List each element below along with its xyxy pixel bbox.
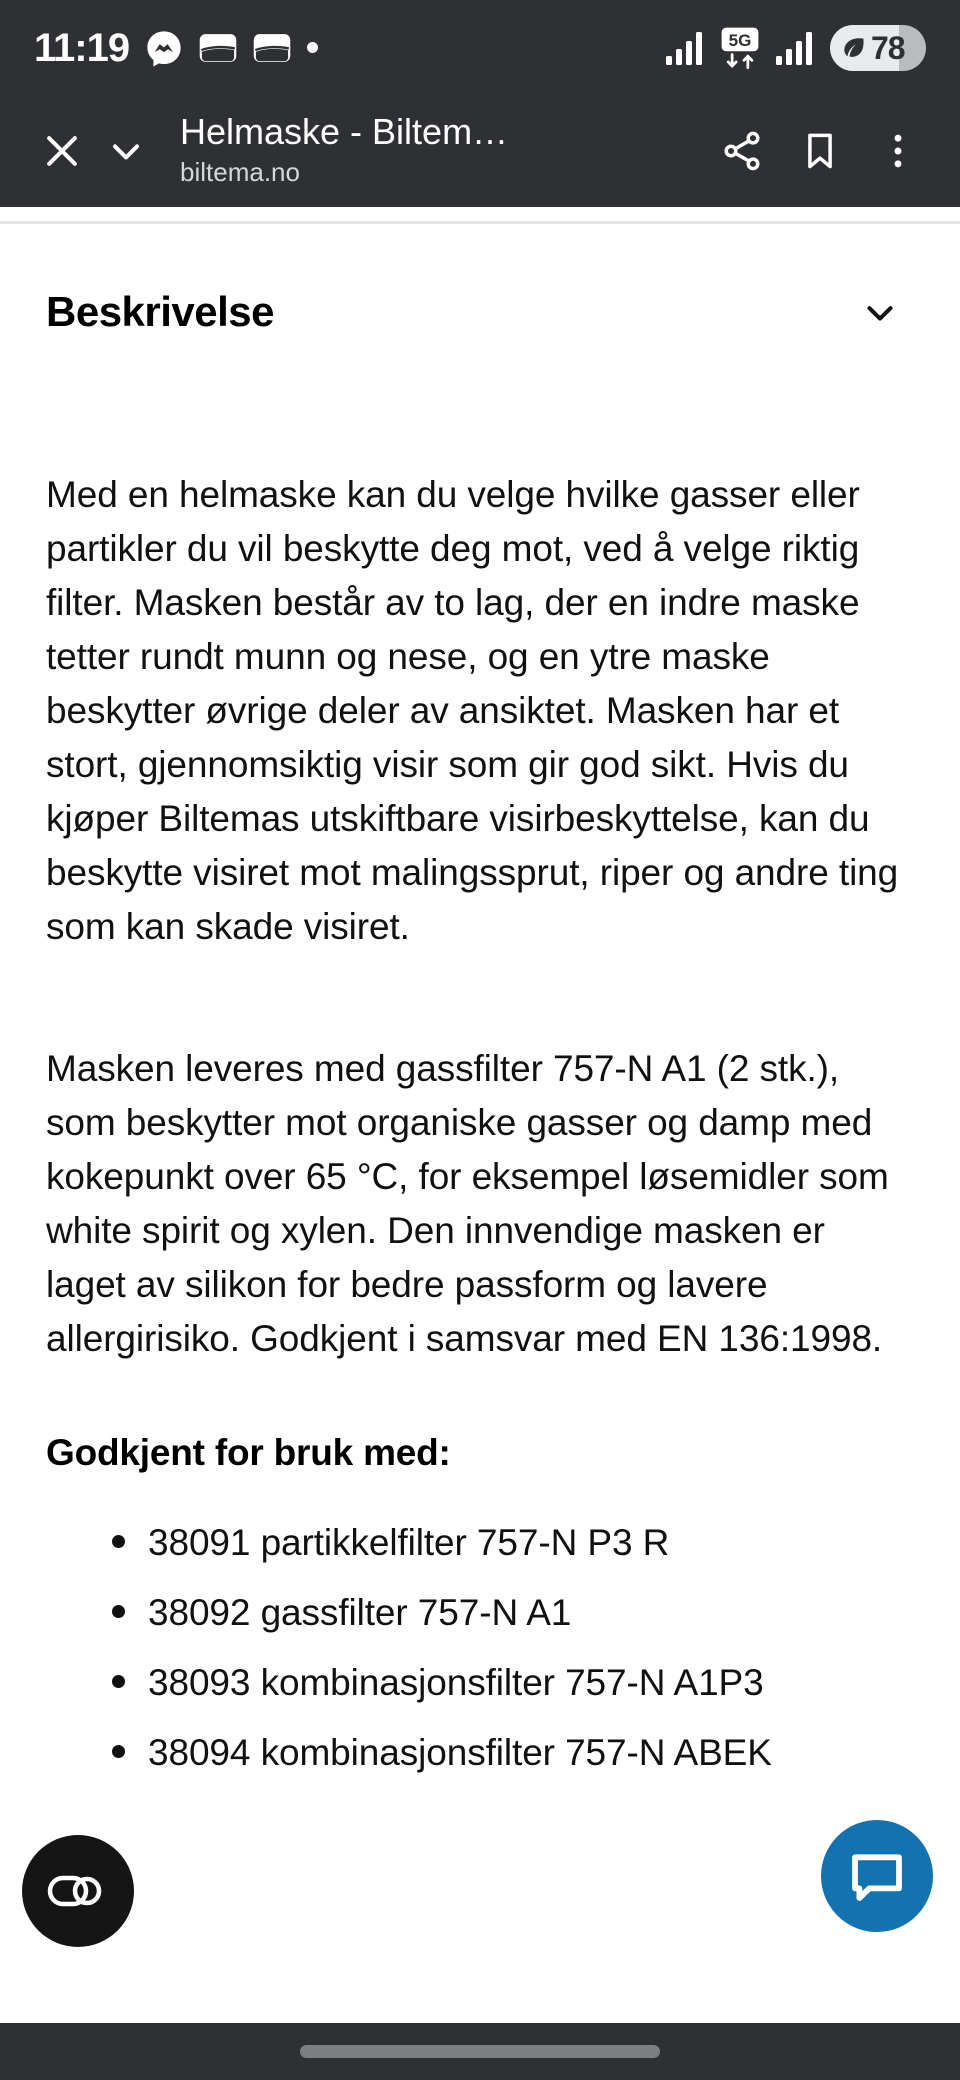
share-icon: [720, 129, 764, 173]
description-section-header[interactable]: [0, 224, 960, 340]
chat-button[interactable]: [816, 1815, 938, 1937]
collapse-button[interactable]: [94, 119, 158, 183]
toolbar-actions: [710, 119, 930, 183]
chevron-down-icon: [857, 289, 903, 335]
signal-bars-icon: [775, 31, 815, 65]
close-icon: [40, 129, 84, 173]
page-title-block[interactable]: [180, 112, 700, 190]
browser-toolbar: [0, 95, 960, 207]
svg-text:5G: 5G: [728, 30, 752, 50]
5g-icon: [720, 27, 760, 69]
home-indicator[interactable]: [300, 2045, 660, 2058]
system-navigation-bar: [0, 2023, 960, 2080]
approved-usage-heading: Godkjent for bruk med:: [46, 1432, 451, 1474]
more-options-button[interactable]: [866, 119, 930, 183]
battery-content: [830, 29, 905, 66]
section-title: Beskrivelse: [46, 288, 275, 335]
list-item: 38094 kombinasjonsfilter 757-N ABEK: [112, 1718, 914, 1788]
bookmark-button[interactable]: [788, 119, 852, 183]
battery-leaf-icon: [839, 33, 869, 63]
battery-icon: [830, 25, 926, 71]
list-item: 38093 kombinasjonsfilter 757-N A1P3: [112, 1648, 914, 1718]
three-dots-vertical-icon: [876, 129, 920, 173]
approved-filters-list: [46, 1508, 914, 1788]
close-button[interactable]: [30, 119, 94, 183]
list-item: 38091 partikkelfilter 757-N P3 R: [112, 1508, 914, 1578]
wallet-card-icon: [253, 33, 291, 63]
wallet-card-icon: [199, 33, 237, 63]
section-toggle-button[interactable]: [852, 284, 908, 340]
list-item: 38092 gassfilter 757-N A1: [112, 1578, 914, 1648]
battery-level: 78: [871, 29, 905, 66]
cookie-consent-icon: [47, 1870, 109, 1912]
paragraph: Masken leveres med gassfilter 757-N A1 (2 stk.), som beskytter mot organiske gasser og damp med kokepunkt over 65 °C, for eksempel løsemidler som white spirit og xylen. Den innvendige masken er laget av silikon for bedre passform og lavere allergirisiko. Godkjent i samsvar med EN 136:1998.: [46, 1048, 889, 1360]
status-bar-right: [665, 25, 926, 71]
status-bar: [0, 0, 960, 95]
page-url: biltema.no: [180, 157, 300, 188]
chat-bubble-icon: [844, 1843, 910, 1909]
signal-bars-icon: [665, 31, 705, 65]
status-time: 11:19: [34, 25, 130, 70]
page-top-strip: [0, 207, 960, 221]
paragraph: Med en helmaske kan du velge hvilke gasser eller partikler du vil beskytte deg mot, ved å velge riktig filter. Masken består av to lag, der en indre maske tetter rundt munn og nese, og en ytre maske beskytter øvrige deler av ansiktet. Masken har et stort, gjennomsiktig visir som gir god sikt. Hvis du kjøper Biltemas utskiftbare visirbeskyttelse, kan du beskytte visiret mot malingssprut, riper og andre ting som kan skade visiret.: [46, 474, 899, 948]
cookie-settings-button[interactable]: [22, 1835, 134, 1947]
status-bar-left: [34, 25, 318, 70]
description-body: [0, 468, 960, 1788]
share-button[interactable]: [710, 119, 774, 183]
chevron-down-icon: [104, 129, 148, 173]
page-title: Helmaske - Biltem…: [180, 111, 509, 152]
bookmark-icon: [798, 129, 842, 173]
dot-indicator-icon: [307, 42, 318, 53]
messenger-icon: [145, 29, 183, 67]
page-content: [0, 224, 960, 2023]
